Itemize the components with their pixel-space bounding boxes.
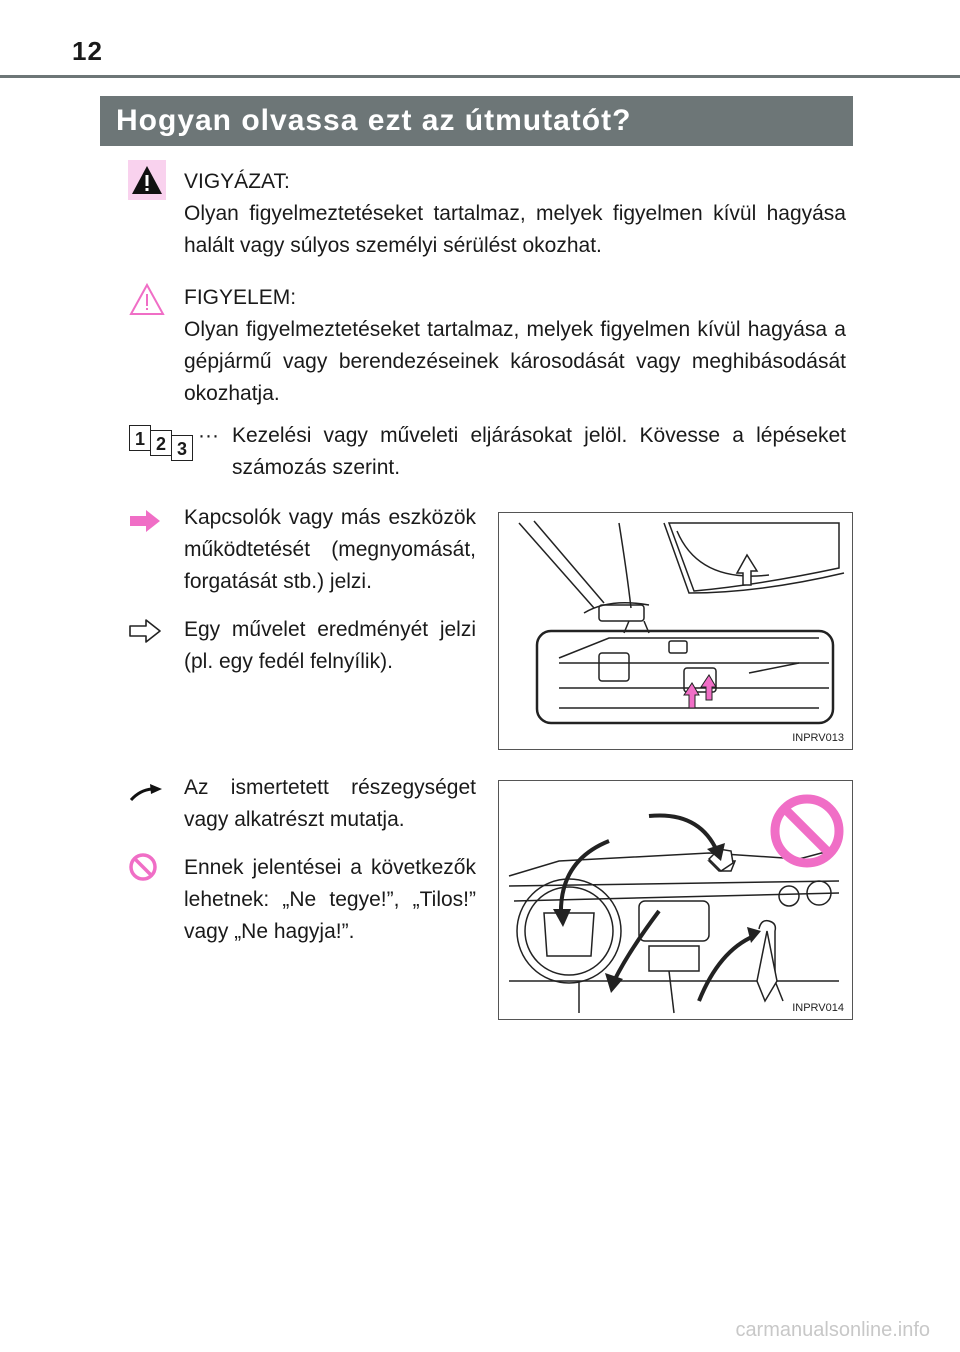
dashboard-illustration [499, 781, 852, 1019]
steps-text: Kezelési vagy műveleti eljárásokat jelöl. Kövesse a lépéseket számozás szerint. [232, 424, 846, 479]
warning-entry [184, 166, 846, 262]
page-number: 12 [72, 36, 103, 66]
section-title: Hogyan olvassa ezt az útmutatót? [100, 96, 853, 146]
caution-triangle-icon [128, 282, 166, 318]
prohibition-icon [128, 852, 158, 882]
figure-code: INPRV013 [792, 732, 844, 744]
figure-switch-operation [498, 512, 853, 750]
notice-entry [184, 282, 846, 410]
figure-prohibited-objects [498, 780, 853, 1020]
pointer-text: Az ismertetett részegységet vagy alkatrészt mutatja. [184, 776, 476, 831]
watermark: carmanualsonline.info [735, 1319, 930, 1341]
warning-text: Olyan figyelmeztetéseket tartalmaz, melyek figyelmen kívül hagyása halált vagy súlyos személyi sérülést okozhat. [184, 202, 846, 257]
overhead-console-illustration [499, 513, 852, 749]
notice-label: FIGYELEM: [184, 286, 297, 309]
pointer-arrow-icon [128, 782, 164, 802]
step-number-3: 3 [171, 435, 193, 461]
step-number-1: 1 [129, 425, 151, 451]
top-rule [0, 75, 960, 78]
warning-label: VIGYÁZAT: [184, 170, 290, 193]
prohibition-text: Ennek jelentései a következők lehetnek: „Ne tegye!”, „Tilos!” vagy „Ne hagyja!”. [184, 856, 476, 943]
result-arrow-text: Egy művelet eredményét jelzi (pl. egy fedél felnyílik). [184, 618, 476, 673]
warning-triangle-icon [128, 160, 166, 200]
step-number-2: 2 [150, 430, 172, 456]
notice-text: Olyan figyelmeztetéseket tartalmaz, melyek figyelmen kívül hagyása a gépjármű vagy berendezéseinek károsodását vagy meghibásodását okozhatja. [184, 318, 846, 405]
action-arrow-text: Kapcsolók vagy más eszközök működtetését (megnyomását, forgatását stb.) jelzi. [184, 506, 476, 593]
steps-dots: ··· [198, 424, 219, 447]
result-arrow-icon [128, 618, 162, 644]
action-arrow-icon [128, 508, 162, 534]
figure-code: INPRV014 [792, 1002, 844, 1014]
